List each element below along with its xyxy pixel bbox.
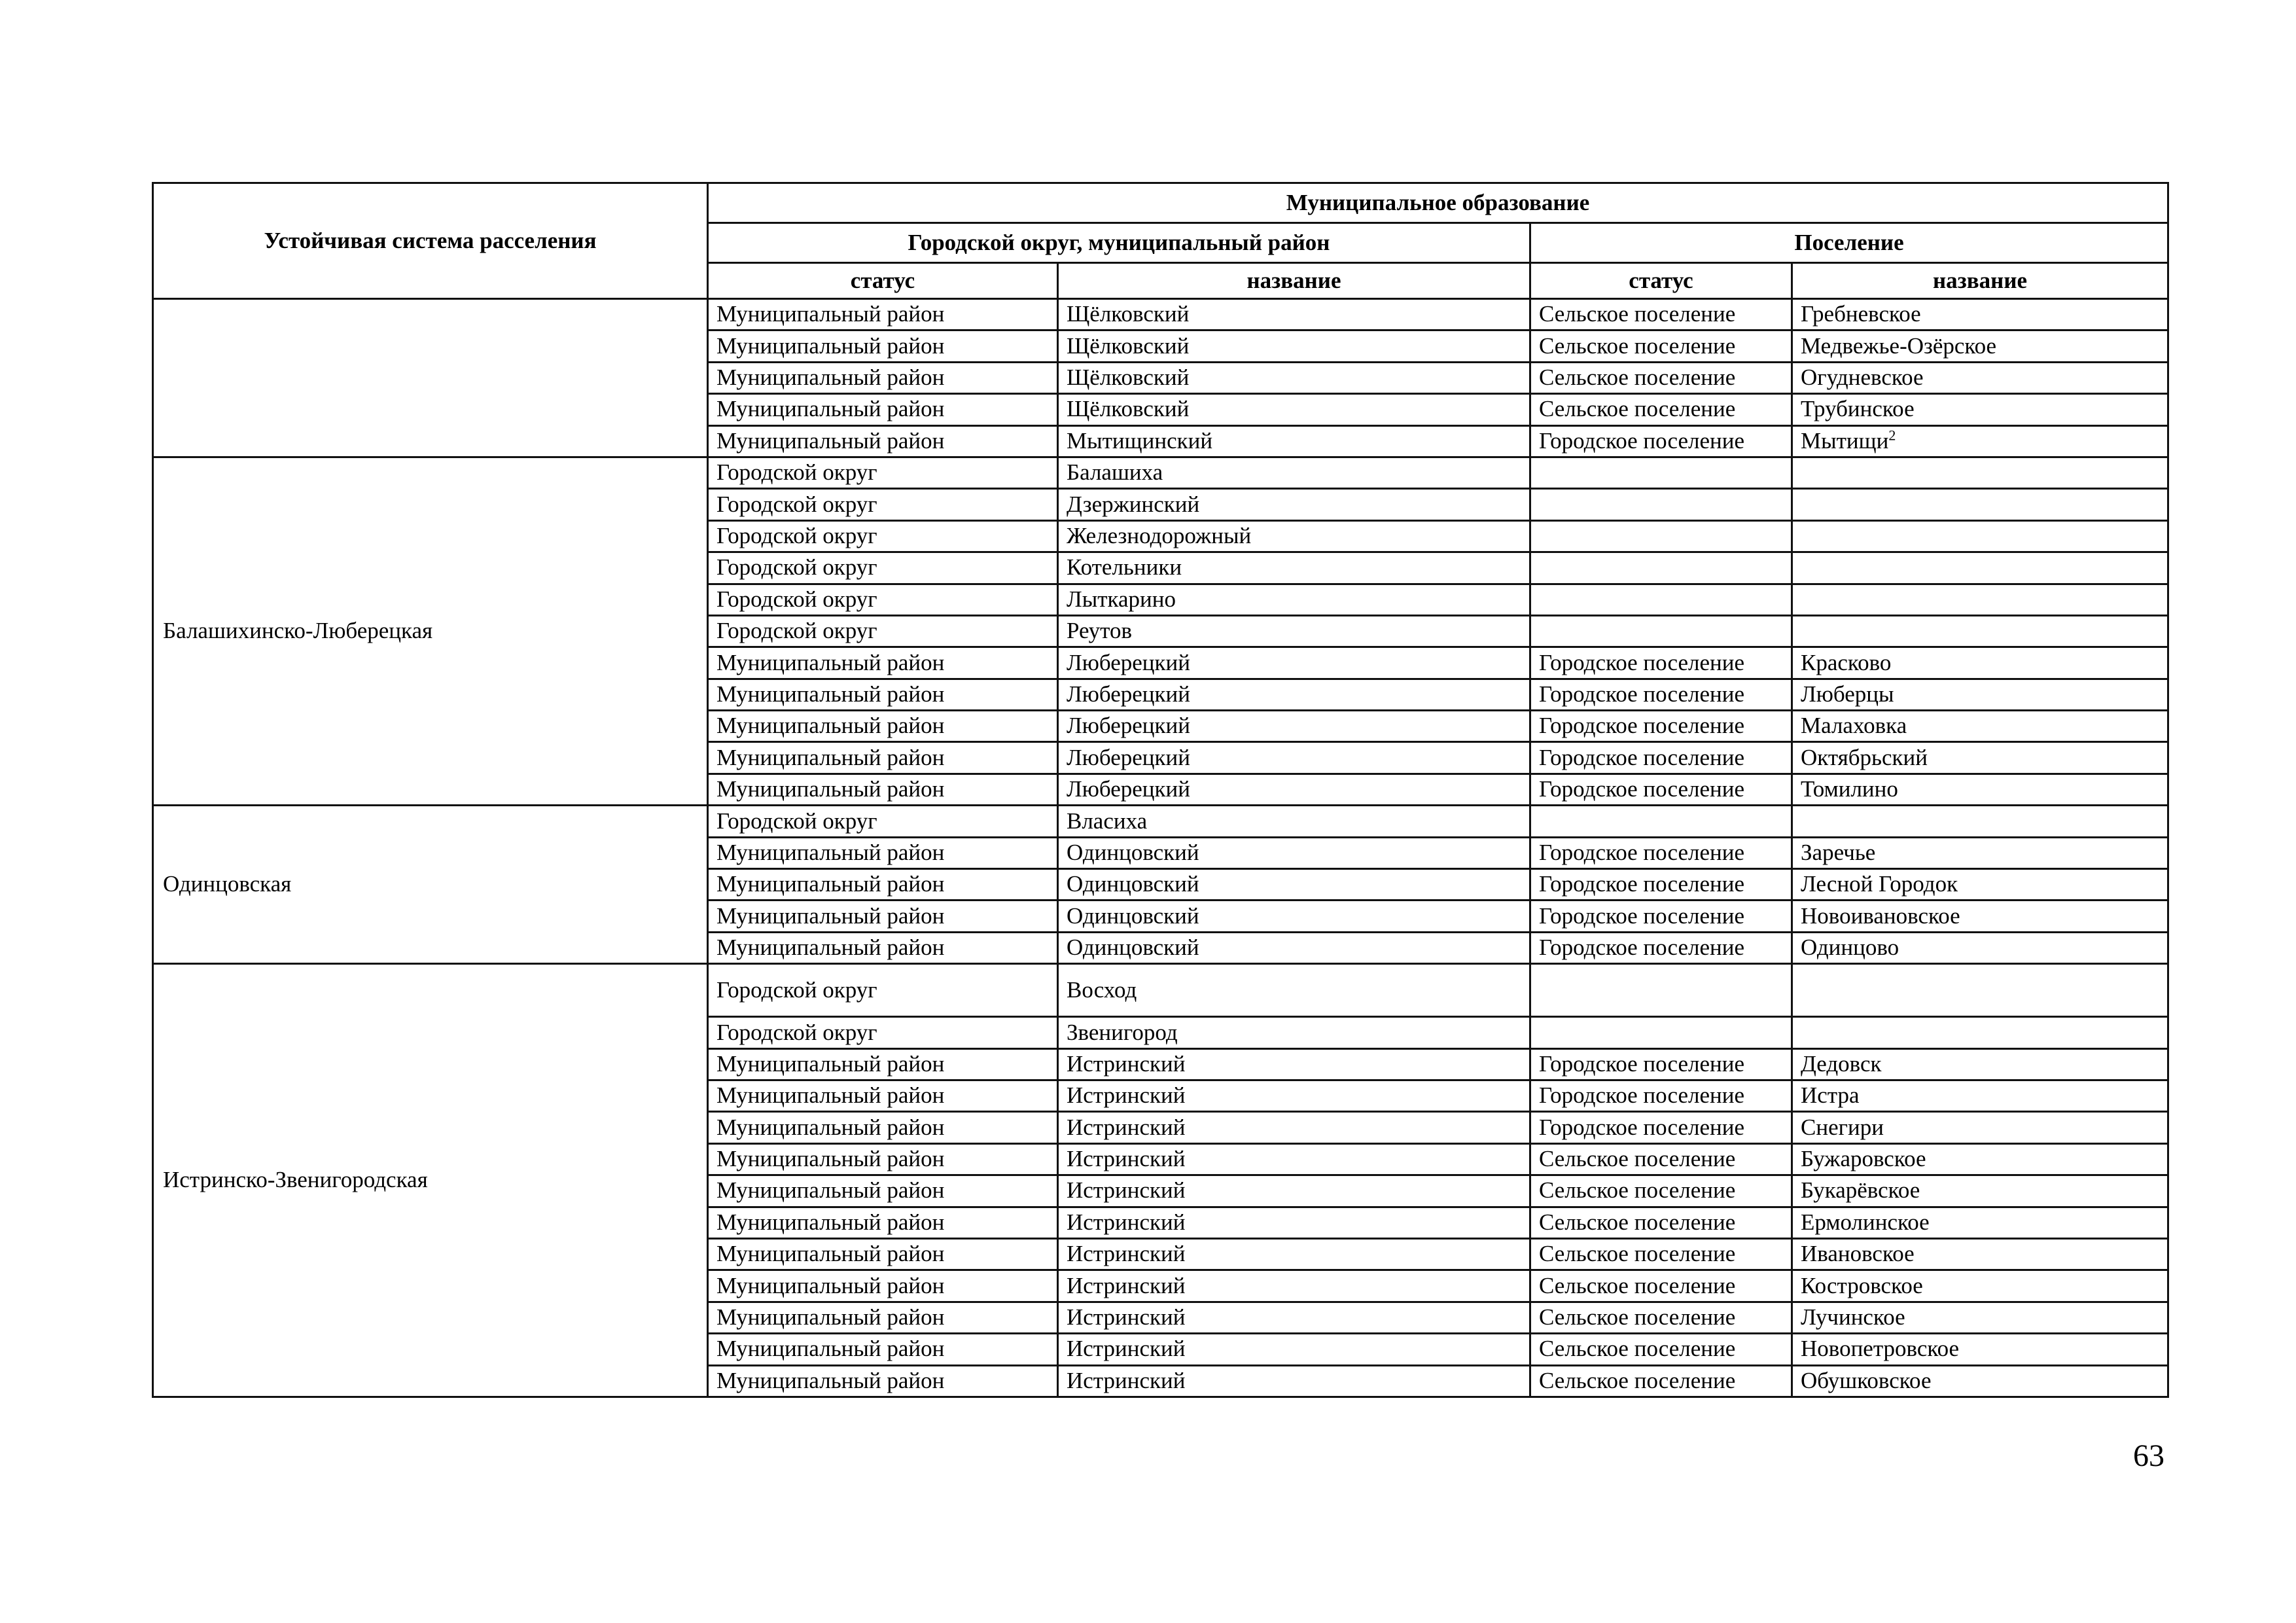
settlement-status-cell: [1530, 1238, 1792, 1270]
settlement-name-text: Медвежье-Озёрское: [1801, 332, 1997, 359]
settlement-status-cell: [1530, 615, 1792, 647]
district-status-text: Муниципальный район: [716, 1146, 945, 1172]
settlement-status-cell: [1530, 932, 1792, 963]
settlement-status-text: Городское поселение: [1539, 1082, 1745, 1109]
district-status-cell: [708, 1143, 1058, 1175]
settlement-status-cell: [1530, 869, 1792, 901]
district-status-text: Городской округ: [716, 808, 877, 834]
settlement-name-cell: [1792, 1017, 2168, 1048]
settlement-status-text: Городское поселение: [1539, 1050, 1745, 1077]
district-status-text: Муниципальный район: [716, 427, 945, 454]
district-status-text: Муниципальный район: [716, 332, 945, 359]
settlement-status-cell: [1530, 584, 1792, 615]
district-name-text: Дзержинский: [1067, 491, 1200, 517]
district-name-cell: [1058, 1365, 1530, 1397]
district-status-text: Муниципальный район: [716, 365, 945, 391]
settlement-name-cell: [1792, 520, 2168, 552]
district-status-cell: [708, 1302, 1058, 1333]
table-row: [153, 299, 2168, 330]
settlement-name-cell: [1792, 869, 2168, 901]
settlement-status-cell: [1530, 330, 1792, 362]
settlement-name-cell: [1792, 742, 2168, 774]
settlement-name-cell: [1792, 1143, 2168, 1175]
settlement-status-text: Городское поселение: [1539, 427, 1745, 454]
settlement-status-text: Городское поселение: [1539, 902, 1745, 929]
district-status-cell: [708, 806, 1058, 837]
settlement-name-cell: [1792, 932, 2168, 963]
page-number: 63: [2133, 1438, 2164, 1473]
district-name-cell: [1058, 806, 1530, 837]
settlement-name-cell: [1792, 647, 2168, 679]
district-status-text: Городской округ: [716, 1019, 877, 1045]
district-status-text: Муниципальный район: [716, 1241, 945, 1267]
table-row: [153, 964, 2168, 1017]
settlement-name-cell: [1792, 489, 2168, 520]
district-status-cell: [708, 837, 1058, 868]
district-name-text: Люберецкий: [1067, 713, 1190, 739]
table-header: [153, 183, 2168, 299]
district-name-text: Люберецкий: [1067, 744, 1190, 770]
district-name-cell: [1058, 869, 1530, 901]
district-name-text: Балашиха: [1067, 459, 1163, 486]
district-status-cell: [708, 330, 1058, 362]
district-name-text: Восход: [1067, 976, 1137, 1003]
district-status-cell: [708, 362, 1058, 393]
settlement-status-cell: [1530, 1207, 1792, 1238]
district-status-text: Городской округ: [716, 523, 877, 549]
district-name-text: Одинцовский: [1067, 935, 1199, 961]
settlement-status-cell: [1530, 1302, 1792, 1333]
settlement-system-cell: Балашихинско-Люберецкая: [153, 457, 708, 805]
settlement-name-text: Новоивановское: [1801, 902, 1960, 929]
district-name-cell: [1058, 1238, 1530, 1270]
district-status-cell: [708, 964, 1058, 1017]
settlement-status-cell: [1530, 1365, 1792, 1397]
district-status-cell: [708, 615, 1058, 647]
settlement-status-text: Сельское поселение: [1539, 301, 1736, 327]
header-district-name: название: [1058, 263, 1530, 299]
district-name-text: Истринский: [1067, 1304, 1186, 1330]
district-status-text: Муниципальный район: [716, 1336, 945, 1362]
settlement-status-cell: [1530, 362, 1792, 393]
settlement-name-text: Мытищи: [1801, 427, 1889, 454]
settlement-name-text: Ивановское: [1801, 1241, 1915, 1267]
settlement-status-cell: [1530, 679, 1792, 710]
settlement-status-cell: [1530, 394, 1792, 425]
settlement-name-text: Дедовск: [1801, 1050, 1882, 1077]
settlement-status-cell: [1530, 711, 1792, 742]
district-status-cell: [708, 1017, 1058, 1048]
settlement-status-cell: [1530, 806, 1792, 837]
settlement-status-text: Сельское поселение: [1539, 1304, 1736, 1330]
district-name-text: Истринский: [1067, 1082, 1186, 1109]
district-status-cell: [708, 425, 1058, 457]
district-name-text: Реутов: [1067, 618, 1133, 644]
district-status-cell: [708, 774, 1058, 805]
settlement-status-text: Сельское поселение: [1539, 1209, 1736, 1235]
settlement-status-cell: [1530, 774, 1792, 805]
district-status-text: Муниципальный район: [716, 1050, 945, 1077]
settlement-status-cell: [1530, 1112, 1792, 1143]
settlement-status-cell: [1530, 901, 1792, 932]
district-status-cell: [708, 489, 1058, 520]
settlement-status-cell: [1530, 647, 1792, 679]
settlement-status-text: Городское поселение: [1539, 776, 1745, 802]
settlement-name-text: Гребневское: [1801, 301, 1921, 327]
district-status-text: Муниципальный район: [716, 1367, 945, 1393]
settlement-status-text: Сельское поселение: [1539, 1336, 1736, 1362]
settlement-status-text: Сельское поселение: [1539, 1177, 1736, 1204]
settlement-name-text: Томилино: [1801, 776, 1898, 802]
settlement-status-cell: [1530, 520, 1792, 552]
settlement-name-text: Заречье: [1801, 839, 1876, 865]
district-name-cell: [1058, 362, 1530, 393]
district-status-cell: [708, 457, 1058, 488]
district-name-text: Власиха: [1067, 808, 1148, 834]
settlement-name-text: Бужаровское: [1801, 1146, 1926, 1172]
settlement-name-cell: [1792, 552, 2168, 584]
district-name-cell: [1058, 1207, 1530, 1238]
settlement-status-cell: [1530, 1334, 1792, 1365]
district-status-cell: [708, 584, 1058, 615]
settlement-name-cell: [1792, 774, 2168, 805]
settlement-status-text: Городское поселение: [1539, 649, 1745, 675]
district-name-cell: [1058, 489, 1530, 520]
district-status-cell: [708, 1048, 1058, 1080]
settlement-status-text: Сельское поселение: [1539, 1272, 1736, 1298]
settlement-status-text: Сельское поселение: [1539, 332, 1736, 359]
district-status-text: Муниципальный район: [716, 1304, 945, 1330]
settlement-status-text: Сельское поселение: [1539, 396, 1736, 422]
district-name-cell: [1058, 457, 1530, 488]
district-status-text: Муниципальный район: [716, 839, 945, 865]
district-status-cell: [708, 1207, 1058, 1238]
district-name-cell: [1058, 615, 1530, 647]
settlement-name-text: Лучинское: [1801, 1304, 1905, 1330]
district-status-text: Муниципальный район: [716, 1114, 945, 1140]
settlement-name-cell: [1792, 711, 2168, 742]
district-name-text: Истринский: [1067, 1209, 1186, 1235]
settlement-name-text: Букарёвское: [1801, 1177, 1920, 1204]
settlement-name-text: Новопетровское: [1801, 1336, 1960, 1362]
settlement-name-cell: [1792, 299, 2168, 330]
table-row: [153, 457, 2168, 488]
header-district-status: статус: [708, 263, 1058, 299]
district-name-text: Звенигород: [1067, 1019, 1178, 1045]
district-name-cell: [1058, 964, 1530, 1017]
settlement-system-cell: Истринско-Звенигородская: [153, 964, 708, 1397]
district-name-cell: [1058, 330, 1530, 362]
settlement-status-cell: [1530, 1143, 1792, 1175]
settlement-status-cell: [1530, 1175, 1792, 1207]
settlement-status-cell: [1530, 425, 1792, 457]
district-status-text: Муниципальный район: [716, 776, 945, 802]
district-name-cell: [1058, 1017, 1530, 1048]
settlement-name-cell: [1792, 1175, 2168, 1207]
settlement-status-text: Сельское поселение: [1539, 1146, 1736, 1172]
district-name-text: Истринский: [1067, 1272, 1186, 1298]
district-status-cell: [708, 299, 1058, 330]
district-name-cell: [1058, 552, 1530, 584]
district-status-cell: [708, 1365, 1058, 1397]
settlement-status-text: Сельское поселение: [1539, 1241, 1736, 1267]
district-name-text: Истринский: [1067, 1146, 1186, 1172]
district-status-text: Городской округ: [716, 554, 877, 580]
header-settlement-status: статус: [1530, 263, 1792, 299]
district-name-cell: [1058, 584, 1530, 615]
district-status-text: Муниципальный район: [716, 301, 945, 327]
district-status-text: Муниципальный район: [716, 1177, 945, 1204]
district-name-text: Щёлковский: [1067, 301, 1190, 327]
district-name-text: Одинцовский: [1067, 839, 1199, 865]
district-status-cell: [708, 711, 1058, 742]
district-name-text: Железнодорожный: [1067, 523, 1252, 549]
district-name-cell: [1058, 679, 1530, 710]
settlement-name-cell: [1792, 964, 2168, 1017]
settlement-status-cell: [1530, 1048, 1792, 1080]
district-name-cell: [1058, 520, 1530, 552]
district-status-text: Муниципальный район: [716, 902, 945, 929]
settlement-status-cell: [1530, 457, 1792, 488]
district-name-text: Люберецкий: [1067, 776, 1190, 802]
settlement-name-cell: [1792, 1334, 2168, 1365]
settlement-name-cell: [1792, 457, 2168, 488]
district-name-cell: [1058, 1143, 1530, 1175]
district-status-cell: [708, 552, 1058, 584]
settlement-system-cell: [153, 299, 708, 457]
district-status-text: Городской округ: [716, 491, 877, 517]
settlement-status-text: Городское поселение: [1539, 871, 1745, 897]
settlement-name-cell: [1792, 1080, 2168, 1111]
header-municipal-formation: Муниципальное образование: [708, 183, 2168, 223]
district-status-cell: [708, 1080, 1058, 1111]
settlement-name-cell: [1792, 1112, 2168, 1143]
settlement-status-cell: [1530, 1270, 1792, 1302]
settlement-name-cell: [1792, 901, 2168, 932]
settlement-name-cell: [1792, 1238, 2168, 1270]
district-status-text: Муниципальный район: [716, 681, 945, 707]
district-name-cell: [1058, 1270, 1530, 1302]
settlement-status-text: Сельское поселение: [1539, 365, 1736, 391]
district-name-text: Люберецкий: [1067, 649, 1190, 675]
settlement-status-text: Сельское поселение: [1539, 1367, 1736, 1393]
header-settlement-name: название: [1792, 263, 2168, 299]
district-status-cell: [708, 394, 1058, 425]
settlement-status-text: Городское поселение: [1539, 839, 1745, 865]
district-status-text: Муниципальный район: [716, 1272, 945, 1298]
district-status-text: Городской округ: [716, 459, 877, 486]
district-name-cell: [1058, 1302, 1530, 1333]
header-district-group: Городской округ, муниципальный район: [708, 223, 1530, 263]
district-name-text: Котельники: [1067, 554, 1182, 580]
table-body: [153, 299, 2168, 1397]
district-status-cell: [708, 1334, 1058, 1365]
settlement-name-cell: [1792, 330, 2168, 362]
district-name-text: Одинцовский: [1067, 871, 1199, 897]
district-status-cell: [708, 1112, 1058, 1143]
district-status-text: Муниципальный район: [716, 396, 945, 422]
district-name-cell: [1058, 1112, 1530, 1143]
district-status-cell: [708, 1270, 1058, 1302]
settlement-name-cell: [1792, 1365, 2168, 1397]
settlement-name-text: Люберцы: [1801, 681, 1894, 707]
district-status-text: Муниципальный район: [716, 1209, 945, 1235]
footnote-marker: 2: [1888, 427, 1896, 444]
district-status-text: Муниципальный район: [716, 1082, 945, 1109]
district-status-text: Муниципальный район: [716, 871, 945, 897]
settlement-status-text: Городское поселение: [1539, 935, 1745, 961]
district-status-cell: [708, 869, 1058, 901]
settlement-name-cell: [1792, 584, 2168, 615]
district-name-text: Истринский: [1067, 1336, 1186, 1362]
district-name-text: Истринский: [1067, 1050, 1186, 1077]
district-name-cell: [1058, 1175, 1530, 1207]
settlement-name-cell: [1792, 837, 2168, 868]
settlement-name-cell: [1792, 1270, 2168, 1302]
settlement-status-cell: [1530, 964, 1792, 1017]
district-status-cell: [708, 901, 1058, 932]
district-name-cell: [1058, 932, 1530, 963]
district-name-cell: [1058, 394, 1530, 425]
settlement-name-cell: [1792, 394, 2168, 425]
settlement-name-text: Красково: [1801, 649, 1892, 675]
district-name-text: Лыткарино: [1067, 586, 1176, 612]
district-name-cell: [1058, 1048, 1530, 1080]
district-name-text: Одинцовский: [1067, 902, 1199, 929]
settlement-name-cell: [1792, 1302, 2168, 1333]
settlement-status-cell: [1530, 299, 1792, 330]
settlement-name-text: Октябрьский: [1801, 744, 1928, 770]
district-status-text: Муниципальный район: [716, 935, 945, 961]
district-status-text: Муниципальный район: [716, 713, 945, 739]
district-name-cell: [1058, 647, 1530, 679]
settlement-status-cell: [1530, 1080, 1792, 1111]
district-name-cell: [1058, 901, 1530, 932]
district-status-text: Муниципальный район: [716, 744, 945, 770]
table-row: [153, 806, 2168, 837]
district-name-cell: [1058, 425, 1530, 457]
district-name-text: Люберецкий: [1067, 681, 1190, 707]
district-name-cell: [1058, 711, 1530, 742]
district-status-text: Городской округ: [716, 618, 877, 644]
district-name-text: Истринский: [1067, 1241, 1186, 1267]
settlement-name-text: Костровское: [1801, 1272, 1923, 1298]
settlement-name-text: Одинцово: [1801, 935, 1899, 961]
district-status-cell: [708, 1175, 1058, 1207]
district-name-text: Щёлковский: [1067, 332, 1190, 359]
settlement-status-cell: [1530, 552, 1792, 584]
district-name-text: Истринский: [1067, 1367, 1186, 1393]
district-status-cell: [708, 932, 1058, 963]
settlement-name-text: Снегири: [1801, 1114, 1884, 1140]
settlement-status-text: Городское поселение: [1539, 713, 1745, 739]
district-status-text: Городской округ: [716, 976, 877, 1003]
district-name-text: Мытищинский: [1067, 427, 1213, 454]
district-status-cell: [708, 520, 1058, 552]
settlement-name-cell: [1792, 425, 2168, 457]
settlement-name-cell: [1792, 615, 2168, 647]
settlement-status-text: Городское поселение: [1539, 744, 1745, 770]
settlement-status-cell: [1530, 489, 1792, 520]
district-status-cell: [708, 742, 1058, 774]
district-name-text: Истринский: [1067, 1114, 1186, 1140]
district-status-cell: [708, 679, 1058, 710]
district-name-cell: [1058, 837, 1530, 868]
district-status-cell: [708, 647, 1058, 679]
district-status-text: Городской округ: [716, 586, 877, 612]
district-name-cell: [1058, 299, 1530, 330]
settlement-name-text: Истра: [1801, 1082, 1860, 1109]
district-name-cell: [1058, 742, 1530, 774]
settlement-name-cell: [1792, 679, 2168, 710]
settlement-status-cell: [1530, 742, 1792, 774]
settlement-name-text: Огудневское: [1801, 365, 1924, 391]
settlement-name-cell: [1792, 362, 2168, 393]
district-name-cell: [1058, 1080, 1530, 1111]
header-settlement-system: Устойчивая система расселения: [153, 183, 708, 299]
district-name-text: Щёлковский: [1067, 396, 1190, 422]
settlement-system-cell: Одинцовская: [153, 806, 708, 964]
district-name-cell: [1058, 774, 1530, 805]
settlement-name-cell: [1792, 1048, 2168, 1080]
settlement-name-cell: [1792, 1207, 2168, 1238]
settlement-systems-table: [152, 182, 2169, 1398]
settlement-name-text: Обушковское: [1801, 1367, 1932, 1393]
settlement-status-text: Городское поселение: [1539, 1114, 1745, 1140]
settlement-name-text: Лесной Городок: [1801, 871, 1958, 897]
settlement-status-cell: [1530, 1017, 1792, 1048]
district-name-cell: [1058, 1334, 1530, 1365]
district-status-cell: [708, 1238, 1058, 1270]
settlement-name-text: Ермолинское: [1801, 1209, 1930, 1235]
settlement-status-cell: [1530, 837, 1792, 868]
settlement-name-text: Малаховка: [1801, 713, 1907, 739]
settlement-status-text: Городское поселение: [1539, 681, 1745, 707]
settlement-name-cell: [1792, 806, 2168, 837]
settlement-name-text: Трубинское: [1801, 396, 1915, 422]
header-settlement-group: Поселение: [1530, 223, 2168, 263]
district-name-text: Щёлковский: [1067, 365, 1190, 391]
district-status-text: Муниципальный район: [716, 649, 945, 675]
district-name-text: Истринский: [1067, 1177, 1186, 1204]
